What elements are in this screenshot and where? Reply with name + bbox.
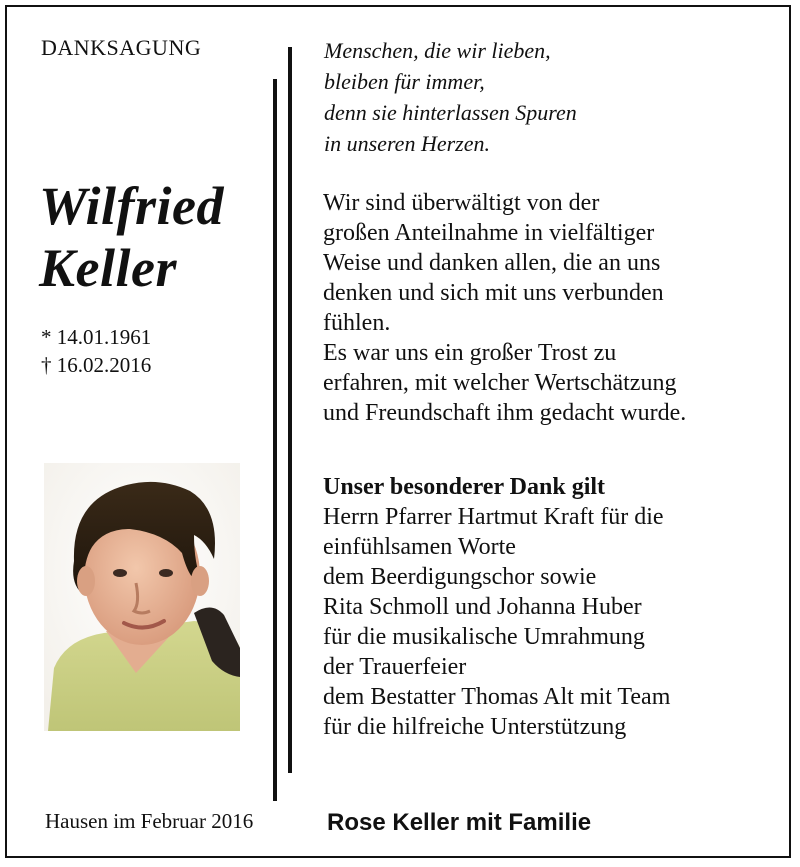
last-name: Keller (39, 238, 177, 298)
poem-line: in unseren Herzen. (324, 131, 490, 156)
deceased-name (39, 175, 224, 299)
special-thanks (323, 472, 670, 742)
divider-line-right (288, 47, 292, 773)
thanks-line: dem Bestatter Thomas Alt mit Team (323, 684, 671, 710)
thanks-line: für die hilfreiche Unterstützung (323, 714, 627, 740)
gratitude-text (323, 188, 686, 428)
notice-heading: DANKSAGUNG (41, 35, 202, 60)
life-dates (41, 323, 151, 379)
thanks-line: dem Beerdigungschor sowie (323, 564, 597, 590)
thanks-line: Herrn Pfarrer Hartmut Kraft für die (323, 504, 664, 530)
thanks-line: einfühlsamen Worte (323, 534, 516, 560)
place-and-date: Hausen im Februar 2016 (45, 809, 254, 833)
poem (324, 35, 577, 159)
text-line: Weise und danken allen, die an uns (323, 250, 661, 276)
poem-line: denn sie hinterlassen Spuren (324, 100, 577, 125)
first-name: Wilfried (39, 176, 224, 236)
text-line: fühlen. (323, 310, 391, 336)
text-line: großen Anteilnahme in vielfältiger (323, 220, 655, 246)
thanks-heading: Unser besonderer Dank gilt (323, 474, 606, 500)
death-date: † 16.02.2016 (41, 353, 152, 377)
text-line: denken und sich mit uns verbunden (323, 280, 664, 306)
thanks-line: der Trauerfeier (323, 654, 467, 680)
poem-line: bleiben für immer, (324, 69, 485, 94)
thanks-line: für die musikalische Umrahmung (323, 624, 645, 650)
text-line: Wir sind überwältigt von der (323, 190, 600, 216)
obituary-notice (5, 5, 791, 858)
text-line: und Freundschaft ihm gedacht wurde. (323, 400, 687, 426)
birth-date: * 14.01.1961 (41, 325, 152, 349)
poem-line: Menschen, die wir lieben, (324, 38, 551, 63)
signature: Rose Keller mit Familie (327, 809, 592, 836)
divider-line-left (273, 79, 277, 801)
thanks-line: Rita Schmoll und Johanna Huber (323, 594, 642, 620)
portrait-photo (44, 463, 240, 731)
text-line: erfahren, mit welcher Wertschätzung (323, 370, 677, 396)
text-line: Es war uns ein großer Trost zu (323, 340, 617, 366)
